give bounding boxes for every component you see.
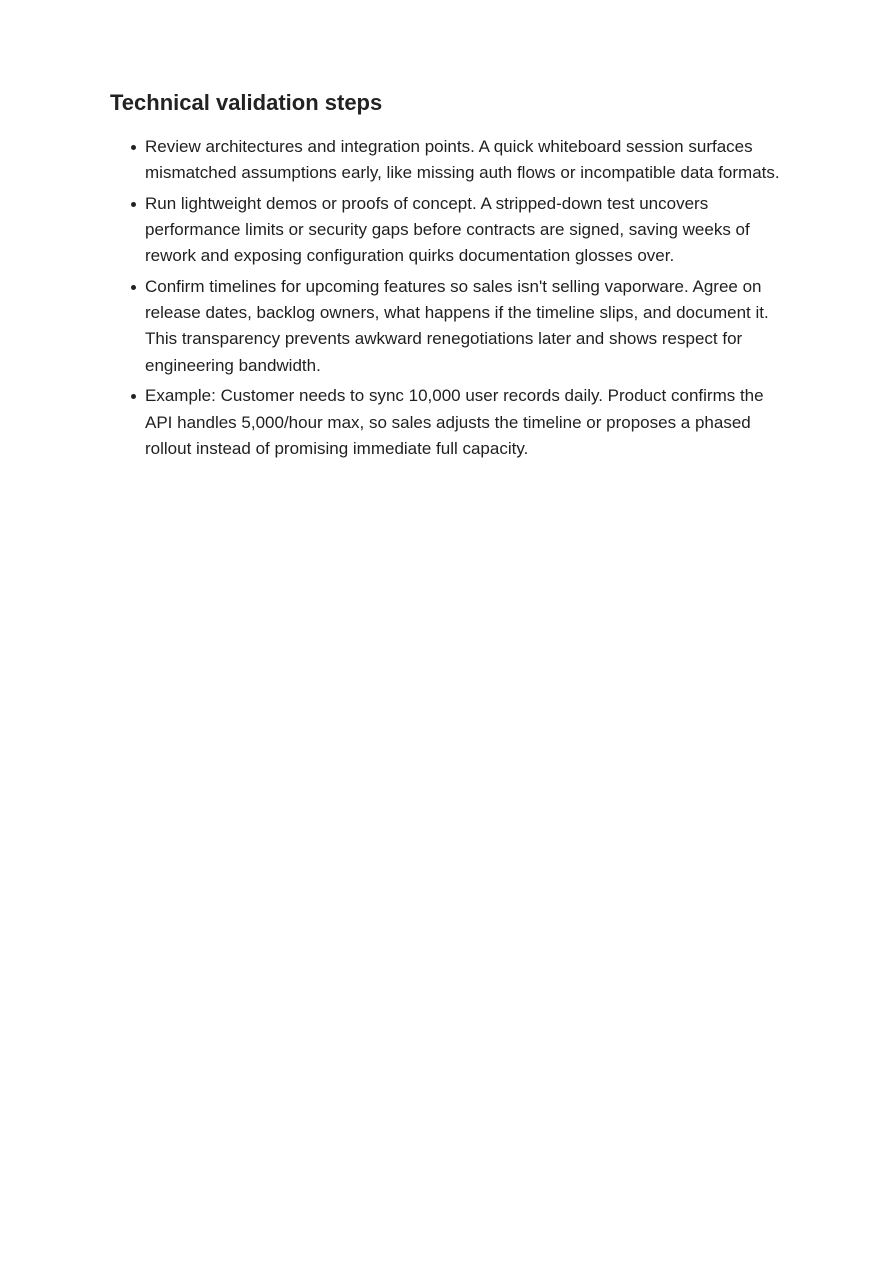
- bullet-list: [110, 134, 790, 462]
- bullet-dot-icon: [131, 394, 136, 399]
- bullet-list-viewport: [110, 134, 790, 472]
- list-item: [110, 274, 790, 379]
- list-item-text: Example: Customer needs to sync 10,000 user records daily. Product confirms the API handles 5,000/hour max, so sales adjusts the timeline or proposes a phased rollout instead of promising immediate full capacity.: [145, 386, 764, 458]
- list-item: [110, 134, 790, 186]
- list-item-text: Review architectures and integration points. A quick whiteboard session surfaces mismatched assumptions early, like missing auth flows or incompatible data formats.: [145, 137, 780, 183]
- list-item: [110, 191, 790, 270]
- technical-validation-section: [110, 88, 790, 472]
- list-item: [110, 383, 790, 462]
- list-item-text: Confirm timelines for upcoming features so sales isn't selling vaporware. Agree on release dates, backlog owners, what happens if the timeline slips, and document it. This transparency prevents awkward renegotiations later and shows respect for engineering bandwidth.: [145, 277, 769, 375]
- section-heading: Technical validation steps: [110, 90, 383, 115]
- bullet-dot-icon: [131, 285, 136, 290]
- bullet-dot-icon: [131, 202, 136, 207]
- bullet-dot-icon: [131, 145, 136, 150]
- list-item-text: Run lightweight demos or proofs of concept. A stripped-down test uncovers performance limits or security gaps before contracts are signed, saving weeks of rework and exposing configuration quirks documentation glosses over.: [145, 193, 750, 266]
